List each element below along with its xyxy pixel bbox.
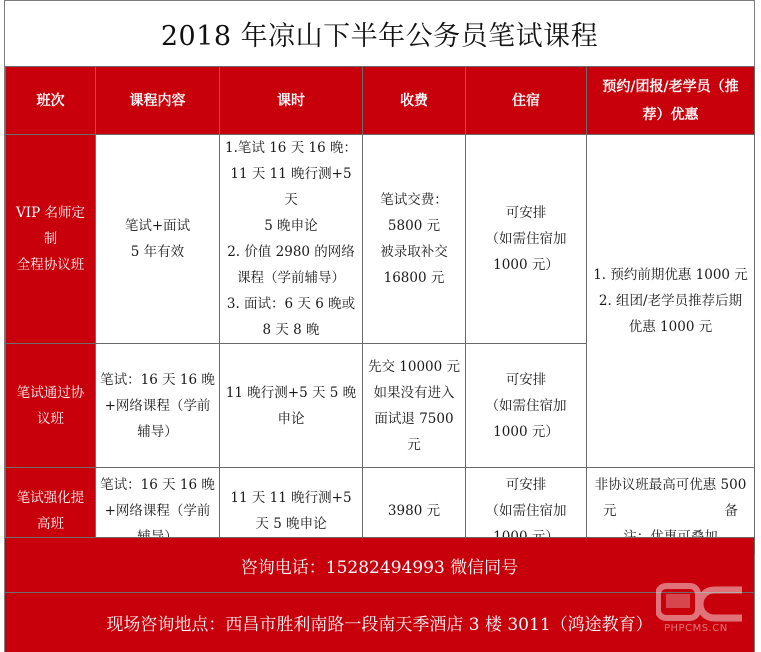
address-banner: 现场咨询地点：西昌市胜利南路一段南天季酒店 3 楼 3011（鸿途教育） (5, 592, 754, 652)
row-class-name: 笔试强化提 高班 (6, 468, 96, 554)
pc-logo-icon (656, 582, 748, 624)
row-hours: 11 天 11 晚行测+5 天 5 晚申论 (220, 468, 363, 554)
watermark-text: PHPCMS.CN (664, 623, 728, 634)
row-hours: 1.笔试 16 天 16 晚： 11 天 11 晚行测+5 天 5 晚申论 2. 价值 2980 的网络 课程（学前辅导） 3. 面试：6 天 6 晚或 8 天 8 晚 (220, 135, 363, 344)
row-lodging: 可安排 （如需住宿加 1000 元） (466, 344, 587, 468)
row-fee: 3980 元 (363, 468, 466, 554)
discount-merged: 1. 预约前期优惠 1000 元 2. 组团/老学员推荐后期 优惠 1000 元 (587, 135, 755, 468)
row-content: 笔试：16 天 16 晚 +网络课程（学前 辅导） (96, 344, 220, 468)
page-title: 2018 年凉山下半年公务员笔试课程 (5, 0, 754, 66)
table-header-row (6, 67, 755, 135)
row-class-name: VIP 名师定 制 全程协议班 (6, 135, 96, 344)
row-content: 笔试：16 天 16 晚 +网络课程（学前 (96, 468, 220, 554)
row-lodging: 可安排 （如需住宿加 (466, 468, 587, 554)
table-row (6, 135, 755, 344)
header-discount: 预约/团报/老学员（推 荐）优惠 (587, 67, 755, 135)
header-class: 班次 (6, 67, 96, 135)
header-hours: 课时 (220, 67, 363, 135)
row-class-name: 笔试通过协 议班 (6, 344, 96, 468)
course-table (5, 66, 755, 554)
header-content: 课程内容 (96, 67, 220, 135)
header-lodging: 住宿 (466, 67, 587, 135)
phone-banner: 咨询电话：15282494993 微信同号 (5, 537, 754, 592)
discount-last: 非协议班最高可优惠 500 元 备 (587, 468, 755, 554)
row-fee: 先交 10000 元 如果没有进入 面试退 7500 元 (363, 344, 466, 468)
row-hours: 11 晚行测+5 天 5 晚 申论 (220, 344, 363, 468)
site-watermark (656, 582, 748, 638)
header-fee: 收费 (363, 67, 466, 135)
row-lodging: 可安排 （如需住宿加 1000 元） (466, 135, 587, 344)
row-fee: 笔试交费： 5800 元 被录取补交 16800 元 (363, 135, 466, 344)
course-poster (4, 0, 755, 652)
row-content: 笔试+面试 5 年有效 (96, 135, 220, 344)
